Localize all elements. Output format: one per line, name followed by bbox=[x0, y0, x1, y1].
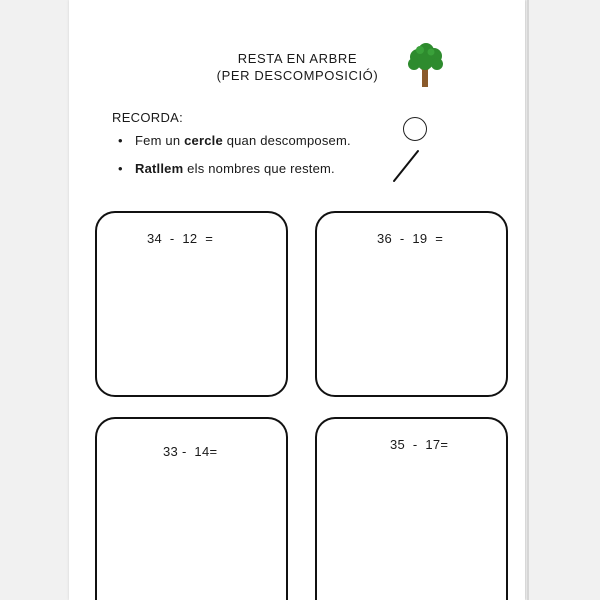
rule-text-post: quan descomposem. bbox=[222, 133, 351, 148]
rule-circle bbox=[118, 133, 351, 148]
rule-text-pre: Fem un bbox=[135, 133, 185, 148]
worksheet-title bbox=[200, 50, 395, 84]
rule-text-bold: Ratllem bbox=[135, 161, 184, 176]
strike-line-example-icon bbox=[390, 148, 422, 184]
bullet: • bbox=[118, 133, 123, 148]
title-line-1: RESTA EN ARBRE bbox=[237, 51, 358, 66]
rule-text-post: els nombres que restem. bbox=[183, 161, 335, 176]
rule-text-bold: cercle bbox=[184, 133, 223, 148]
exercise-box-2[interactable] bbox=[315, 211, 508, 397]
bullet: • bbox=[118, 161, 123, 176]
exercise-expression: 35 - 17= bbox=[390, 437, 449, 452]
exercise-expression: 34 - 12 = bbox=[147, 231, 214, 246]
tree-icon bbox=[405, 42, 445, 88]
title-line-2: (PER DESCOMPOSICIÓ) bbox=[216, 68, 379, 83]
rule-strike bbox=[118, 161, 335, 176]
recorda-heading: RECORDA: bbox=[112, 110, 184, 125]
exercise-expression: 33 - 14= bbox=[163, 444, 218, 459]
exercise-box-4[interactable] bbox=[315, 417, 508, 600]
circle-example-icon bbox=[403, 117, 427, 141]
page-edge bbox=[527, 0, 529, 600]
exercise-box-3[interactable] bbox=[95, 417, 288, 600]
exercise-box-1[interactable] bbox=[95, 211, 288, 397]
exercise-expression: 36 - 19 = bbox=[377, 231, 444, 246]
